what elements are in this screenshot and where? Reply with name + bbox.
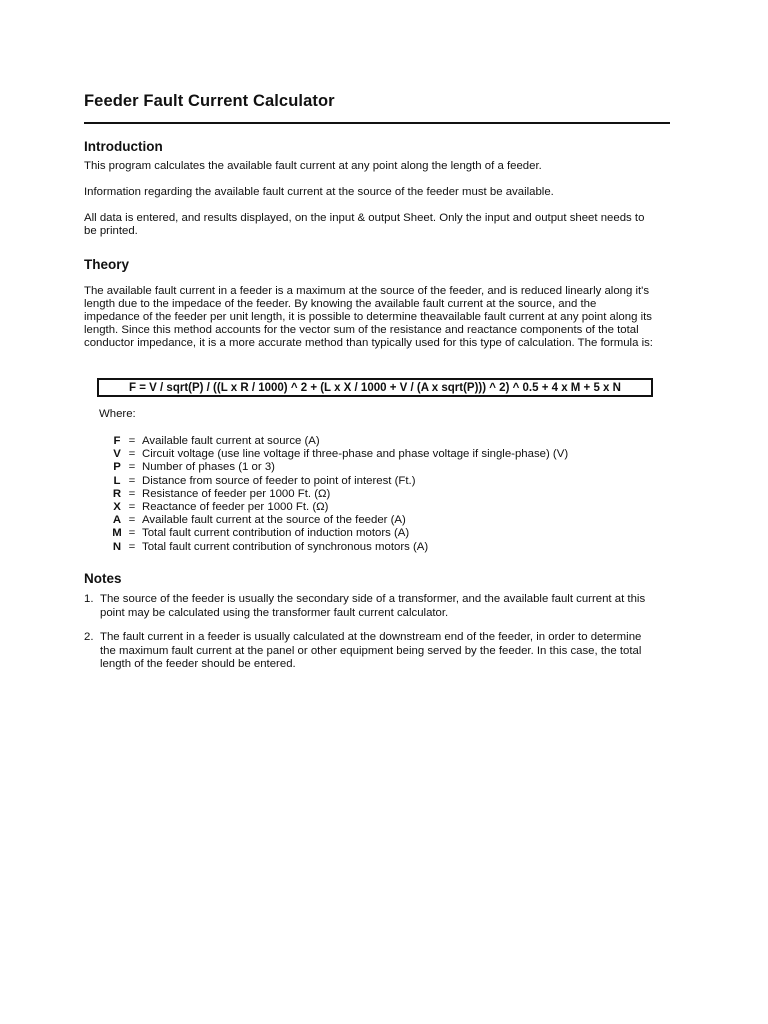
definition-row xyxy=(112,435,568,448)
definition-symbol: R xyxy=(112,487,122,500)
definition-text: Distance from source of feeder to point of interest (Ft.) xyxy=(142,474,416,487)
definition-row xyxy=(112,527,568,540)
introduction-paragraph-3: All data is entered, and results displayed, on the input & output Sheet. Only the input and output sheet needs to be printed. xyxy=(84,212,645,237)
note-text: The source of the feeder is usually the secondary side of a transformer, and the available fault current at this point may be calculated using the transformer fault current calculator. xyxy=(100,593,646,619)
definition-symbol: F xyxy=(113,435,121,447)
definition-row xyxy=(112,448,568,461)
definition-text: Circuit voltage (use line voltage if three-phase and phase voltage if single-phase) (V) xyxy=(142,448,569,461)
definition-symbol: L xyxy=(113,474,121,487)
title-divider xyxy=(84,122,670,124)
definition-text: Total fault current contribution of induction motors (A) xyxy=(142,527,410,540)
introduction-heading: Introduction xyxy=(84,139,163,154)
definition-row xyxy=(112,501,568,514)
definition-equals: = xyxy=(128,527,136,540)
formula-box xyxy=(97,378,653,397)
definition-text: Reactance of feeder per 1000 Ft. (Ω) xyxy=(142,500,329,513)
note-number: 2. xyxy=(84,631,94,643)
variable-definitions xyxy=(112,435,568,554)
note-text: The fault current in a feeder is usually calculated at the downstream end of the feeder, in order to determine the maximum fault current at the panel or other equipment being served by the feeder. In this case, the total length of the feeder should be entered. xyxy=(100,631,642,670)
page-title: Feeder Fault Current Calculator xyxy=(84,92,335,110)
definition-equals: = xyxy=(128,435,136,447)
definition-text: Total fault current contribution of synchronous motors (A) xyxy=(142,540,429,553)
definition-equals: = xyxy=(128,487,136,500)
definition-row xyxy=(112,475,568,488)
note-item xyxy=(84,593,654,620)
definition-equals: = xyxy=(128,500,136,513)
formula-text: F = V / sqrt(P) / ((L x R / 1000) ^ 2 + (L x X / 1000 + V / (A x sqrt(P))) ^ 2) ^ 0.5 + 4 x M + 5 x N xyxy=(129,381,621,394)
definition-symbol: P xyxy=(113,461,121,474)
definition-equals: = xyxy=(128,461,136,474)
definition-symbol: N xyxy=(112,540,122,553)
definition-text: Available fault current at source (A) xyxy=(142,435,320,447)
definition-symbol: V xyxy=(113,448,121,461)
notes-heading: Notes xyxy=(84,571,122,586)
document-page xyxy=(84,0,670,1024)
note-number: 1. xyxy=(84,593,94,605)
theory-heading: Theory xyxy=(84,257,130,272)
definition-symbol: A xyxy=(112,514,122,527)
definition-equals: = xyxy=(128,474,136,487)
definition-row xyxy=(112,514,568,527)
definition-row xyxy=(112,541,568,554)
definition-row xyxy=(112,461,568,474)
introduction-paragraph-1: This program calculates the available fault current at any point along the length of a feeder. xyxy=(84,160,542,172)
definition-text: Number of phases (1 or 3) xyxy=(142,461,275,474)
definition-equals: = xyxy=(128,448,136,461)
definition-text: Resistance of feeder per 1000 Ft. (Ω) xyxy=(142,487,331,500)
definition-equals: = xyxy=(128,540,136,553)
definition-equals: = xyxy=(128,514,136,527)
definition-text: Available fault current at the source of the feeder (A) xyxy=(142,514,406,527)
note-item xyxy=(84,631,654,672)
introduction-paragraph-2: Information regarding the available fault current at the source of the feeder must be available. xyxy=(84,186,554,198)
definition-symbol: X xyxy=(113,500,121,513)
where-label: Where: xyxy=(99,408,136,420)
definition-symbol: M xyxy=(112,527,122,540)
theory-paragraph: The available fault current in a feeder is a maximum at the source of the feeder, and is reduced linearly along it's length due to the impedace of the feeder. By knowing the available fault current at the source, and the impedance of the feeder per unit length, it is possible to determine theavailable fault current at any point along its length. Since this method accounts for the vector sum of the resistance and reactance components of the total conductor impedance, it is a more accurate method than typically used for this type of calculation. The formula is: xyxy=(84,285,653,349)
notes-list xyxy=(84,593,654,683)
definition-row xyxy=(112,488,568,501)
